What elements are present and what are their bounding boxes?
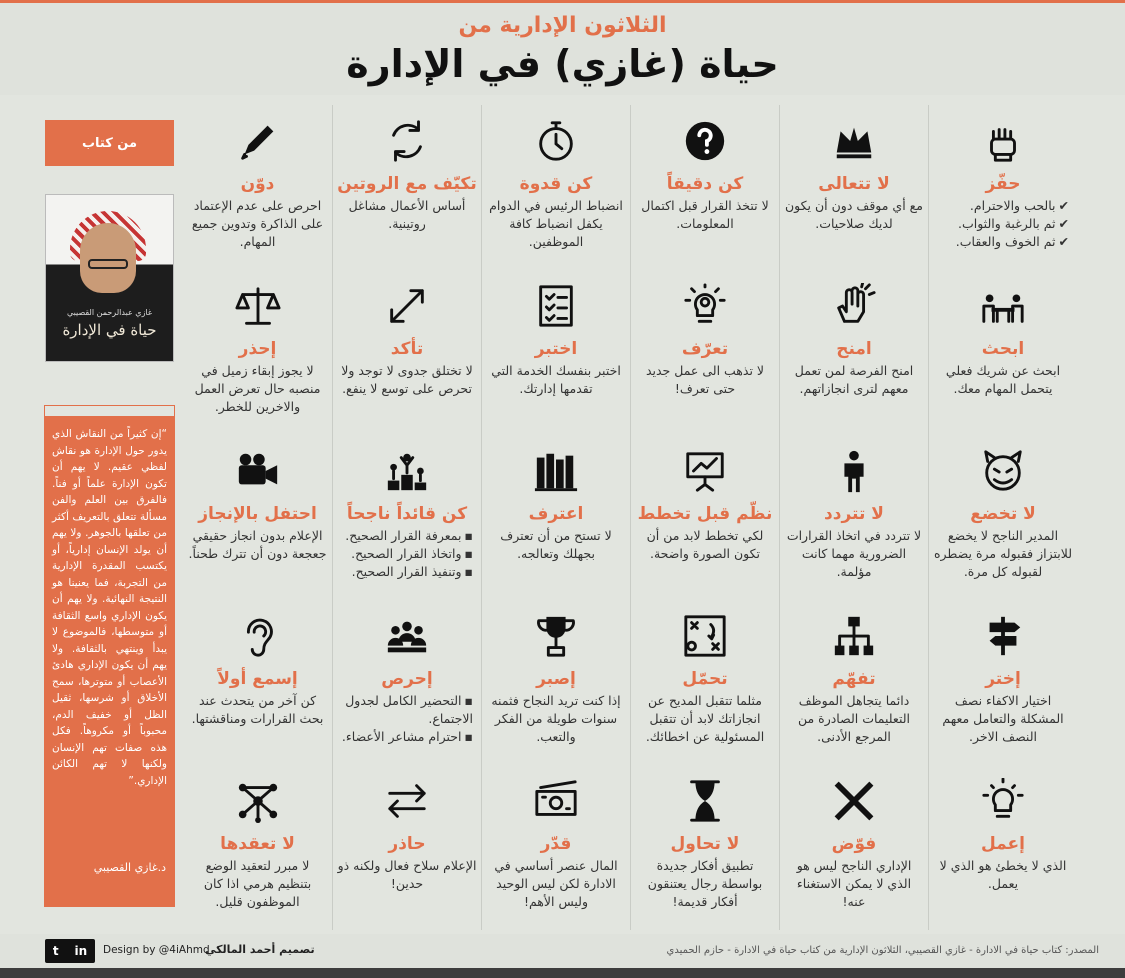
clap-icon (784, 270, 924, 342)
tip-card (928, 435, 1077, 600)
tip-card (928, 600, 1077, 765)
tip-title: تفهّم (832, 669, 876, 689)
tip-title: إحذر (238, 339, 277, 359)
tip-card (183, 600, 332, 765)
bottom-bar (0, 968, 1125, 978)
tip-body: لا مبرر لتعقيد الوضع بتنظيم هرمي اذا كان الموظفون قليل. (203, 858, 312, 909)
tip-card (332, 105, 481, 270)
page-title: حياة (غازي) في الإدارة (346, 42, 779, 86)
hierarchy-icon (784, 600, 924, 672)
tip-card (779, 105, 928, 270)
swap-icon (337, 765, 477, 837)
glasses-shape (88, 259, 128, 269)
tip-card (928, 105, 1077, 270)
tip-card (481, 765, 630, 930)
tip-title: إعمل (980, 834, 1025, 854)
books-icon (486, 435, 626, 507)
tip-title: إختر (985, 669, 1021, 689)
page-header (0, 3, 1125, 95)
x-icon (784, 765, 924, 837)
tip-title: اعترف (528, 504, 584, 524)
crown-icon (784, 105, 924, 177)
tip-body: تطبيق أفكار جديدة بواسطة رجال يعتنقون أفكار قديمة! (647, 858, 763, 909)
tip-body: ابحث عن شريك فعلي يتحمل المهام معك. (945, 363, 1061, 396)
source-text: المصدر: كتاب حياة في الادارة - غازي القصيبي، الثلاثون الإدارية من كتاب حياة في الادارة - حازم الحميدي (666, 945, 1099, 956)
tip-card (332, 435, 481, 600)
designer-credit: تصميم أحمد المالكي (205, 943, 315, 956)
linkedin-icon[interactable]: in (74, 944, 88, 958)
tip-title: دوّن (240, 174, 275, 194)
hourglass-icon (635, 765, 775, 837)
devil-icon (933, 435, 1073, 507)
tip-body: لا تتردد في اتخاذ القرارات الضرورية مهما كانت مؤلمة. (786, 528, 922, 579)
tip-body: مع أي موقف دون أن يكون لديك صلاحيات. (785, 198, 923, 231)
tip-card (779, 270, 928, 435)
money-icon (486, 765, 626, 837)
tip-list-item: ▪ واتخاذ القرار الصحيح. (337, 545, 473, 563)
tip-list-item: ✔ ثم الخوف والعقاب. (933, 233, 1069, 251)
tip-card (630, 765, 779, 930)
bulb-icon (933, 765, 1073, 837)
tip-body: الإداري الناجح ليس هو الذي لا يمكن الاستغناء عنه! (796, 858, 912, 909)
bulb-gear-icon (635, 270, 775, 342)
tip-body: الذي لا يخطئ هو الذي لا يعمل. (939, 858, 1067, 891)
stopwatch-icon (486, 105, 626, 177)
scale-icon (187, 270, 328, 342)
network-icon (187, 765, 328, 837)
tip-title: حفّز (985, 174, 1021, 194)
tip-title: إحرص (381, 669, 433, 689)
tip-body: المدير الناجح لا يخضع للابتزاز فقبوله مرة يضطره لقبوله كل مرة. (933, 528, 1073, 579)
signpost-icon (933, 600, 1073, 672)
tip-list-item: ✔ بالحب والاحترام. (933, 197, 1069, 215)
tip-card (779, 765, 928, 930)
pencil-icon (187, 105, 328, 177)
tip-title: اختبر (534, 339, 578, 359)
tip-card (332, 765, 481, 930)
tip-title: حاذر (388, 834, 426, 854)
tip-title: كن قائداً ناجحاً (346, 504, 468, 524)
tip-card (630, 105, 779, 270)
tactics-icon (635, 600, 775, 672)
tip-body: لا تختلق جدوى لا توجد ولا تحرص على توسع لا ينفع. (341, 363, 473, 396)
question-icon (635, 105, 775, 177)
tip-list-item: ▪ التحضير الكامل لجدول الاجتماع. (337, 692, 473, 728)
presentation-icon (635, 435, 775, 507)
tip-title: نظّم قبل تخطط (637, 504, 773, 524)
book-author: غازي عبدالرحمن القصيبي (66, 308, 153, 317)
tip-title: كن قدوة (519, 174, 593, 194)
designer-handle: Design by @4iAhmd (103, 944, 210, 956)
tip-card (481, 435, 630, 600)
tip-body: كن آخر من يتحدث عند بحث القرارات ومناقشتها. (191, 693, 324, 726)
tip-title: امنح (836, 339, 872, 359)
tip-body: إذا كنت تريد النجاح فثمنه سنوات طويلة من الفكر والتعب. (491, 693, 621, 744)
tip-title: تحمّل (682, 669, 728, 689)
tip-title: كن دقيقاً (666, 174, 744, 194)
tip-card (630, 270, 779, 435)
tip-body: مثلما تتقبل المديح عن انجازاتك لابد أن تتقبل المسئولية عن اخطائك. (645, 693, 765, 744)
tip-card (332, 270, 481, 435)
tip-card (183, 105, 332, 270)
tip-title: لا تتعالى (818, 174, 890, 194)
page-subtitle: الثلاثون الإدارية من (458, 13, 667, 38)
tip-list-item: ▪ بمعرفة القرار الصحيح. (337, 527, 473, 545)
tip-card (928, 765, 1077, 930)
tip-card (928, 270, 1077, 435)
tip-body: لا تستح من أن تعترف بجهلك وتعالجه. (500, 528, 612, 561)
tip-title: تأكد (390, 339, 424, 359)
tips-grid (182, 105, 1077, 930)
tip-body: لا تتخذ القرار قبل اكتمال المعلومات. (641, 198, 769, 231)
camera-icon (187, 435, 328, 507)
from-book-tag: من كتاب (45, 120, 174, 166)
author-face (80, 223, 136, 293)
tip-title: إسمع أولاً (217, 669, 298, 689)
tip-list-item: ▪ وتنفيذ القرار الصحيح. (337, 563, 473, 581)
podium-icon (337, 435, 477, 507)
tip-list-item: ▪ احترام مشاعر الأعضاء. (337, 728, 473, 746)
tip-title: فوّض (831, 834, 877, 854)
ear-icon (187, 600, 328, 672)
tip-title: إصبر (536, 669, 576, 689)
tip-body: لا يجوز إبقاء زميل في منصبه حال تعرض العمل والاخرين للخطر. (194, 363, 321, 414)
tip-body: أساس الأعمال مشاغل روتينية. (348, 198, 466, 231)
team-icon (337, 600, 477, 672)
expand-arrow-icon (337, 270, 477, 342)
author-quote (45, 406, 174, 906)
tip-body: دائما يتجاهل الموظف التعليمات الصادرة من المرجع الأدنى. (797, 693, 911, 744)
tip-title: تكيّف مع الروتين (337, 174, 477, 194)
tip-card (332, 600, 481, 765)
tip-body: لكي تخطط لابد من أن تكون الصورة واضحة. (646, 528, 764, 561)
book-cover (45, 194, 174, 362)
tip-card (779, 600, 928, 765)
tip-body: اختيار الاكفاء نصف المشكلة والتعامل معهم النصف الاخر. (942, 693, 1064, 744)
footer (0, 934, 1125, 968)
tip-body: لا تذهب الى عمل جديد حتى تعرف! (645, 363, 765, 396)
tip-list (933, 197, 1073, 251)
tip-body: احرص على عدم الإعتماد على الذاكرة وتدوين جميع المهام. (191, 198, 324, 249)
tip-body: الإعلام سلاح فعال ولكنه ذو حدين! (337, 858, 477, 891)
tip-body: اختبر بنفسك الخدمة التي تقدمها إدارتك. (491, 363, 621, 396)
quote-text: “إن كثيراً من النقاش الذي يدور حول الإدارة هو نقاش لفظي عقيم. لا يهم أن تكون الإدارة علماً أو فناً. فالفرق بين العلم والفن مسألة تتعلق بالتعريف أكثر من تعلقها بالجوهر. ولا يهم أن يولد الإنسان إدارياً، أو يكتسب المقدرة الإدارية من التجربة، فما يعنينا هو النتيجة النهائية. ولا يهم أن يكون الإداري واسع الثقافة أو متوسطها، فالموضوع لا يبدأ وينتهي بالثقافة. ولا يهم أن يكون الإداري هادئ الأعصاب أو متوترها، سمح الأخلاق أو شرسها، ثقيل الظل أو خفيف الدم، محبوباً أو مكروهاً. فكل هذه صفات تهم الإنسان ولكنها لا تهم الكائن الإداري.” (52, 428, 167, 787)
tip-title: تعرّف (681, 339, 729, 359)
tip-card (779, 435, 928, 600)
tip-body: المال عنصر أساسي في الادارة لكن ليس الوحيد وليس الأهم! (494, 858, 618, 909)
tip-card (630, 435, 779, 600)
tip-body: امنح الفرصة لمن تعمل معهم لترى انجازاتهم. (794, 363, 914, 396)
tip-body: الإعلام بدون انجاز حقيقي جعجعة دون أن تترك طحناً. (188, 528, 327, 561)
book-title: حياة في الإدارة (62, 321, 157, 339)
social-links (45, 939, 95, 963)
tip-title: لا تحاول (670, 834, 740, 854)
tip-card (183, 270, 332, 435)
checklist-icon (486, 270, 626, 342)
trophy-icon (486, 600, 626, 672)
refresh-icon (337, 105, 477, 177)
tip-title: لا تخضع (970, 504, 1036, 524)
tip-title: قدّر (540, 834, 572, 854)
tip-title: لا تتردد (824, 504, 884, 524)
tip-card (183, 435, 332, 600)
tip-title: احتفل بالإنجاز (198, 504, 317, 524)
person-icon (784, 435, 924, 507)
tip-list (337, 692, 477, 746)
twitter-icon[interactable]: t (52, 944, 59, 958)
quote-signature: د.غازي القصيبي (93, 860, 166, 874)
tip-title: لا تعقدها (220, 834, 295, 854)
tip-card (481, 600, 630, 765)
tip-card (481, 270, 630, 435)
tip-title: ابحث (981, 339, 1025, 359)
meeting-icon (933, 270, 1073, 342)
tip-card (630, 600, 779, 765)
tip-card (481, 105, 630, 270)
tip-body: انضباط الرئيس في الدوام يكفل انضباط كافة الموظفين. (489, 198, 623, 249)
fist-icon (933, 105, 1073, 177)
tip-list (337, 527, 477, 581)
tip-list-item: ✔ ثم بالرغبة والثواب. (933, 215, 1069, 233)
sidebar (45, 120, 174, 906)
tip-card (183, 765, 332, 930)
